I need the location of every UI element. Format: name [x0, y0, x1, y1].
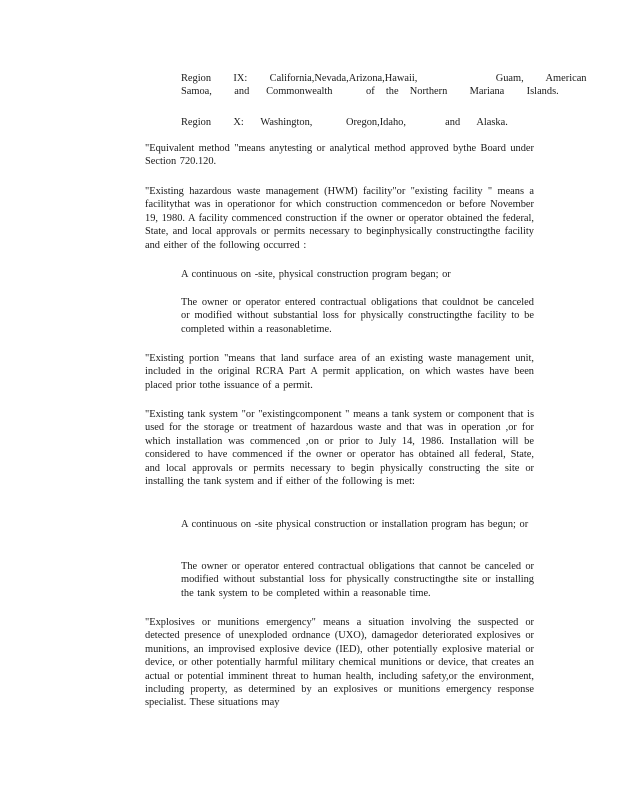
definition-explosives-emergency: "Explosives or munitions emergency" means a situation involving the suspected or detected presence of unexploded ordnance (UXO), damagedor deteriorated explosives or munitions, an improvised explosive device (IED), other potentially explosive material or device, or other potentially harmful military chemical munitions or device, that creates an actual or potential imminent threat to human health, including safety,or the environment, including property, as determined by an explosives or munitions emergency response specialist. These situations may: [145, 617, 534, 709]
definition-equivalent-method: "Equivalent method "means anytesting or analytical method approved bythe Board under Section 720.120.: [145, 143, 534, 168]
definition-existing-hwm-facility: "Existing hazardous waste management (HWM) facility"or "existing facility " means a facilitythat was in operationor for which construction commencedon or before November 19, 1980. A facility commenced construction if the owner or operator obtained the federal, State, and local approvals or permits necessary to beginphysically constructingthe facility and either of the following occurred :: [145, 186, 534, 251]
region-x-entry: [181, 116, 508, 129]
tank-system-item-1: A continuous on -site physical construction or installation program has begun; or: [181, 519, 529, 530]
definition-existing-portion: "Existing portion "means that land surface area of an existing waste management unit, included in the original RCRA Part A permit application, on which wastes have been placed prior tothe issuance of a permit.: [145, 353, 534, 391]
region-ix-entry: [181, 72, 587, 99]
region-ix-line-2: Samoa, and Commonwealth of the Northern Mariana Islands.: [181, 86, 559, 98]
existing-facility-item-1: A continuous on -site, physical construction program began; or: [181, 269, 451, 280]
definition-existing-tank-system: "Existing tank system "or "existingcomponent " means a tank system or component that is used for the storage or treatment of hazardous waste and that was in operation ,or for which installation was commenced ,on or prior to July 14, 1986. Installation will be considered to have commenced if the owner or operator has obtained all federal, State, and local approvals or permits necessary to begin physically constructing the site or installing the tank system and if either of the following is met:: [145, 409, 534, 488]
existing-facility-item-2: The owner or operator entered contractual obligations that couldnot be canceled or modified without substantial loss for physically constructingthe facility to be completed within a reasonabletime.: [181, 297, 534, 335]
tank-system-item-2: The owner or operator entered contractual obligations that cannot be canceled or modified without substantial loss for physically constructingthe site or installing the tank system to be completed within a reasonable time.: [181, 561, 534, 599]
region-ix-line-1: Region IX: California,Nevada,Arizona,Hawaii, Guam, American: [181, 73, 587, 84]
region-x-line-1: Region X: Washington, Oregon,Idaho, and Alaska.: [181, 117, 508, 128]
